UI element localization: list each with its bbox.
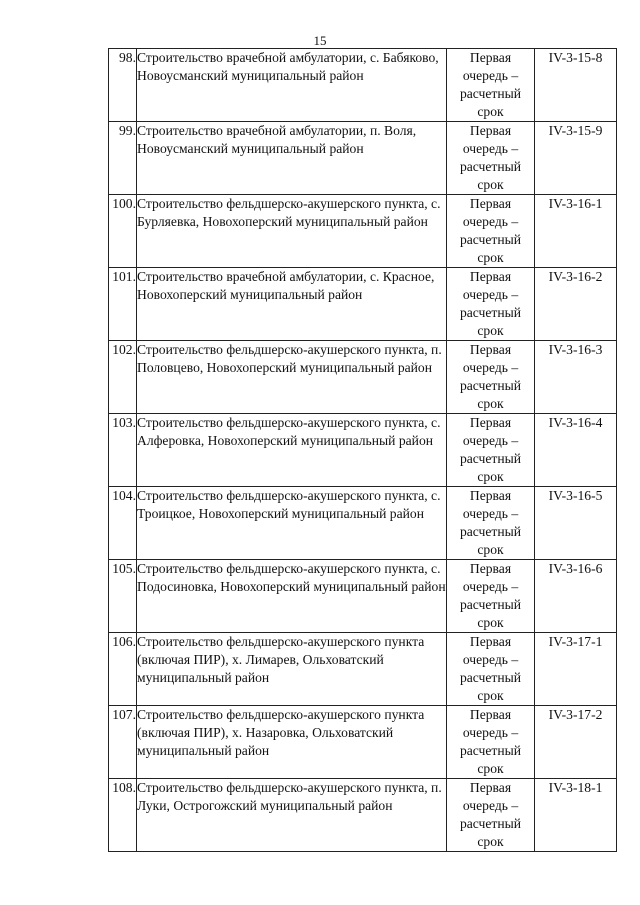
row-description: Строительство фельдшерско-акушерского пункта (включая ПИР), х. Назаровка, Ольховатский муниципальный район [137, 706, 447, 779]
row-description: Строительство врачебной амбулатории, п. Воля, Новоусманский муниципальный район [137, 122, 447, 195]
row-description: Строительство фельдшерско-акушерского пункта, с. Подосиновка, Новохоперский муниципальный район [137, 560, 447, 633]
row-code: IV-3-16-5 [535, 487, 617, 560]
row-code: IV-3-16-4 [535, 414, 617, 487]
row-number: 106. [109, 633, 137, 706]
row-stage: Первая очередь – расчетный срок [447, 560, 535, 633]
row-number: 98. [109, 49, 137, 122]
row-description: Строительство фельдшерско-акушерского пункта, п. Луки, Острогожский муниципальный район [137, 779, 447, 852]
row-code: IV-3-16-2 [535, 268, 617, 341]
row-stage: Первая очередь – расчетный срок [447, 122, 535, 195]
row-code: IV-3-17-1 [535, 633, 617, 706]
row-number: 102. [109, 341, 137, 414]
table-row [109, 414, 617, 487]
row-stage: Первая очередь – расчетный срок [447, 633, 535, 706]
row-stage: Первая очередь – расчетный срок [447, 487, 535, 560]
table-row [109, 341, 617, 414]
table-row [109, 195, 617, 268]
row-number: 107. [109, 706, 137, 779]
row-description: Строительство фельдшерско-акушерского пункта, с. Бурляевка, Новохоперский муниципальный район [137, 195, 447, 268]
table-row [109, 49, 617, 122]
row-stage: Первая очередь – расчетный срок [447, 195, 535, 268]
row-code: IV-3-17-2 [535, 706, 617, 779]
row-stage: Первая очередь – расчетный срок [447, 414, 535, 487]
row-stage: Первая очередь – расчетный срок [447, 341, 535, 414]
row-number: 108. [109, 779, 137, 852]
row-number: 100. [109, 195, 137, 268]
row-number: 105. [109, 560, 137, 633]
row-number: 103. [109, 414, 137, 487]
row-stage: Первая очередь – расчетный срок [447, 706, 535, 779]
row-code: IV-3-16-1 [535, 195, 617, 268]
row-code: IV-3-18-1 [535, 779, 617, 852]
row-description: Строительство фельдшерско-акушерского пункта, с. Троицкое, Новохоперский муниципальный район [137, 487, 447, 560]
row-stage: Первая очередь – расчетный срок [447, 49, 535, 122]
row-code: IV-3-16-6 [535, 560, 617, 633]
table-row [109, 122, 617, 195]
projects-table [108, 48, 617, 852]
table-row [109, 706, 617, 779]
row-number: 104. [109, 487, 137, 560]
row-number: 101. [109, 268, 137, 341]
row-code: IV-3-15-8 [535, 49, 617, 122]
row-number: 99. [109, 122, 137, 195]
table-row [109, 487, 617, 560]
row-code: IV-3-15-9 [535, 122, 617, 195]
row-description: Строительство фельдшерско-акушерского пункта, с. Алферовка, Новохоперский муниципальный район [137, 414, 447, 487]
row-description: Строительство врачебной амбулатории, с. Красное, Новохоперский муниципальный район [137, 268, 447, 341]
table-row [109, 779, 617, 852]
page-number: 15 [313, 33, 327, 48]
row-description: Строительство фельдшерско-акушерского пункта (включая ПИР), х. Лимарев, Ольховатский муниципальный район [137, 633, 447, 706]
table-row [109, 633, 617, 706]
row-description: Строительство фельдшерско-акушерского пункта, п. Половцево, Новохоперский муниципальный район [137, 341, 447, 414]
row-stage: Первая очередь – расчетный срок [447, 268, 535, 341]
table-row [109, 268, 617, 341]
row-code: IV-3-16-3 [535, 341, 617, 414]
row-stage: Первая очередь – расчетный срок [447, 779, 535, 852]
row-description: Строительство врачебной амбулатории, с. Бабяково, Новоусманский муниципальный район [137, 49, 447, 122]
table-row [109, 560, 617, 633]
